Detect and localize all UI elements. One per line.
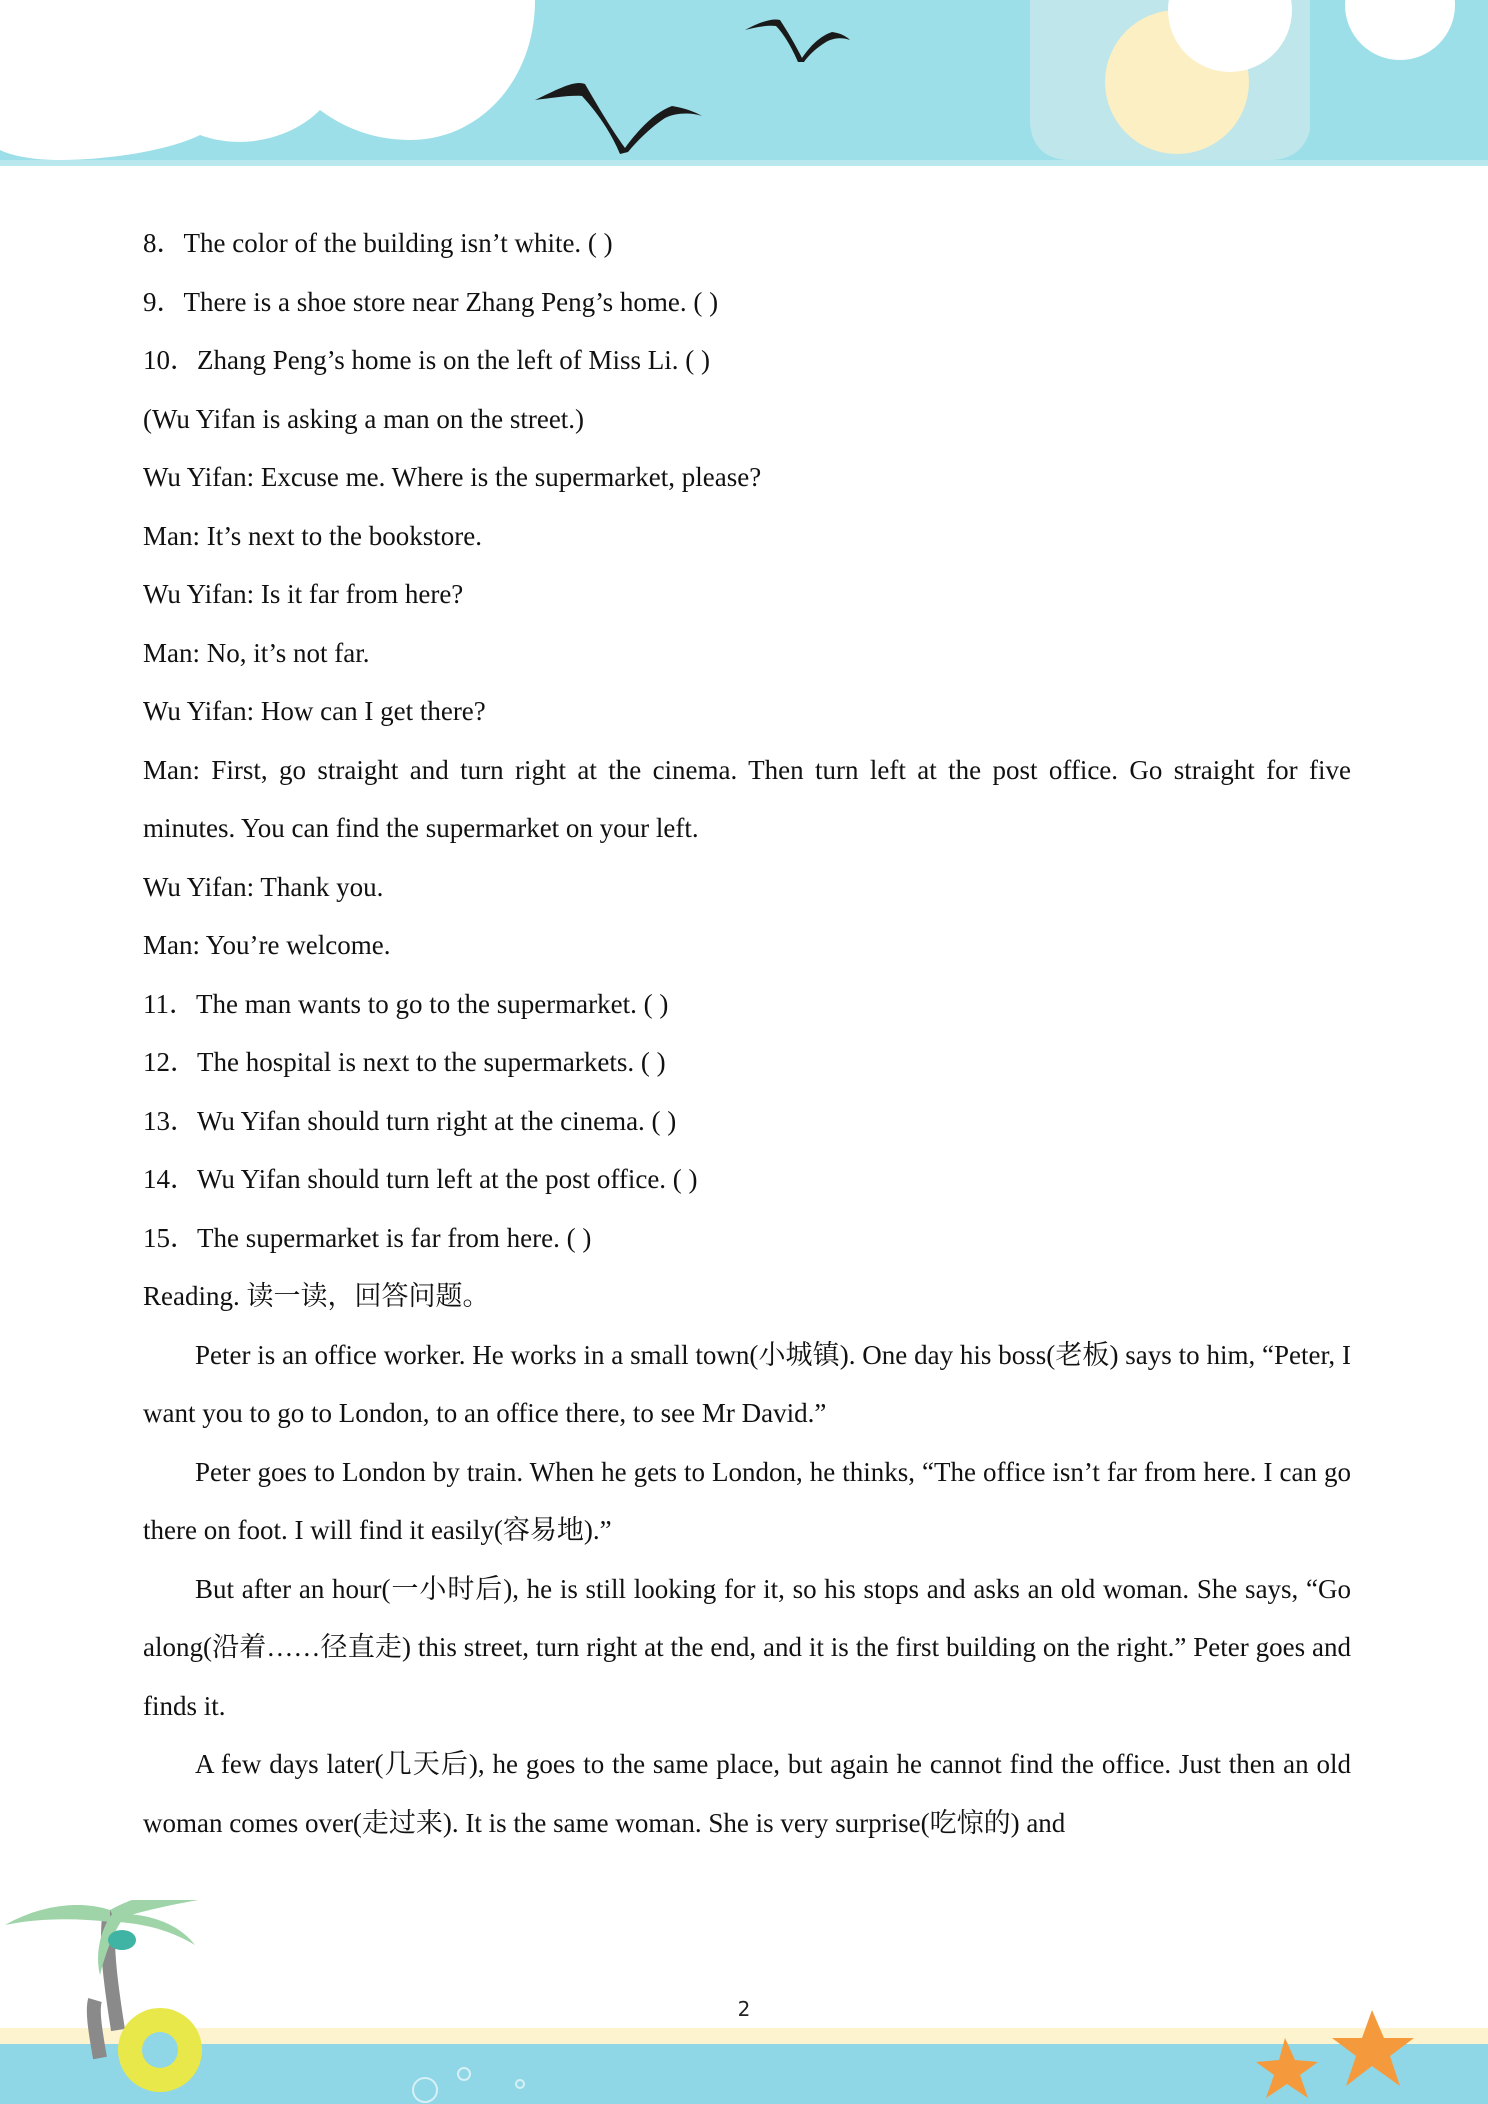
- dialogue-line: Wu Yifan: Is it far from here?: [143, 579, 464, 609]
- dialogue-line: Man: You’re welcome.: [143, 930, 391, 960]
- dialogue-line: Man: No, it’s not far.: [143, 637, 370, 668]
- question-12: 12．The hospital is next to the supermarkets. ( ): [143, 1047, 666, 1077]
- reading-paragraph: But after an hour(一小时后), he is still looking for it, so his stops and asks an old woman. She says, “Go along(沿着……径直走) this street, turn right at the end, and it is the first building on the right.” Peter goes and finds it.: [143, 1573, 1351, 1721]
- question-13: 13．Wu Yifan should turn right at the cinema. ( ): [143, 1105, 677, 1136]
- reading-paragraph: A few days later(几天后), he goes to the same place, but again he cannot find the office. Just then an old woman comes over(走过来). It is the same woman. She is very surprise(吃惊的) and: [143, 1749, 1351, 1838]
- reading-paragraph: Peter goes to London by train. When he gets to London, he thinks, “The office isn’t far from here. I can go there on foot. I will find it easily(容易地).”: [143, 1456, 1351, 1545]
- question-10: 10．Zhang Peng’s home is on the left of Miss Li. ( ): [143, 345, 710, 375]
- question-11: 11．The man wants to go to the supermarket. ( ): [143, 988, 669, 1019]
- question-9: 9．There is a shoe store near Zhang Peng’s home. ( ): [143, 286, 719, 317]
- question-14: 14．Wu Yifan should turn left at the post office. ( ): [143, 1164, 698, 1194]
- dialogue-intro: (Wu Yifan is asking a man on the street.): [143, 403, 585, 434]
- page-number: 2: [737, 1997, 751, 2021]
- question-8: 8．The color of the building isn’t white. ( ): [143, 228, 613, 258]
- reading-paragraph: Peter is an office worker. He works in a small town(小城镇). One day his boss(老板) says to him, “Peter, I want you to go to London, to an office there, to see Mr David.”: [143, 1339, 1351, 1428]
- dialogue-line: Wu Yifan: Thank you.: [143, 871, 384, 902]
- dialogue-line: Man: It’s next to the bookstore.: [143, 520, 482, 551]
- document-body: [143, 214, 1351, 1852]
- question-15: 15．The supermarket is far from here. ( ): [143, 1222, 592, 1253]
- dialogue-line: Wu Yifan: How can I get there?: [143, 696, 486, 726]
- reading-heading: Reading. 读一读，回答问题。: [143, 1281, 490, 1311]
- top-banner: [0, 0, 1488, 170]
- dialogue-line-directions: Man: First, go straight and turn right at the cinema. Then turn left at the post office. Go straight for five minutes. You can find the supermarket on your left.: [143, 754, 1351, 843]
- dialogue-line: Wu Yifan: Excuse me. Where is the supermarket, please?: [143, 462, 762, 492]
